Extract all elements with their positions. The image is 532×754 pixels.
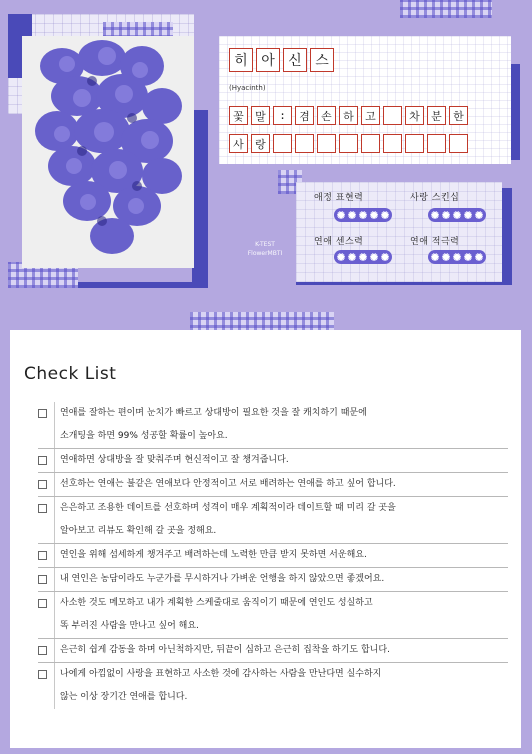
checklist-item-text: 연애하면 상대방을 잘 맞춰주며 현신적이고 잘 챙겨줍니다. bbox=[60, 455, 289, 465]
love-cell bbox=[427, 134, 446, 153]
brand-stamp bbox=[242, 240, 288, 258]
love-cells bbox=[229, 134, 468, 153]
hyacinth-photo bbox=[22, 36, 194, 268]
name-char-cell: 스 bbox=[310, 48, 334, 72]
stat-dot bbox=[442, 211, 450, 219]
checklist-item bbox=[38, 568, 508, 592]
stamp-line-2: FlowerMBTI bbox=[247, 250, 283, 257]
meaning-cell: 분 bbox=[427, 106, 446, 125]
love-cell bbox=[449, 134, 468, 153]
meaning-cell bbox=[383, 106, 402, 125]
stat-dot bbox=[475, 211, 483, 219]
checkbox[interactable] bbox=[38, 599, 47, 608]
stat-bar-skinship bbox=[428, 208, 486, 222]
name-char-cell: 히 bbox=[229, 48, 253, 72]
stat-dot bbox=[381, 253, 389, 261]
navy-block-stats-right bbox=[502, 188, 512, 280]
checklist-item-text: 선호하는 연애는 불같은 연애보다 안정적이고 서로 배려하는 연애를 하고 싶어 합니다. bbox=[60, 479, 396, 489]
stat-label-activeness: 연애 적극력 bbox=[410, 234, 459, 247]
navy-bar-photo-bottom bbox=[60, 282, 208, 288]
stat-dot bbox=[475, 253, 483, 261]
meaning-cell: 고 bbox=[361, 106, 380, 125]
stat-label-skinship: 사랑 스킨십 bbox=[410, 190, 459, 203]
stat-dot bbox=[370, 211, 378, 219]
checklist-item-text: 내 연인은 농담이라도 누군가를 무시하거나 가벼운 언행을 하지 않았으면 좋겠어요. bbox=[60, 574, 385, 584]
love-cell bbox=[317, 134, 336, 153]
meaning-cell: 차 bbox=[405, 106, 424, 125]
stat-label-affection: 애정 표현력 bbox=[314, 190, 363, 203]
name-char-cell: 아 bbox=[256, 48, 280, 72]
checklist-item-text: 은은하고 조용한 데이트를 선호하며 성격이 매우 계획적이라 데이트할 때 미리 갈 곳을 알아보고 리뷰도 확인해 갈 곳을 정해요. bbox=[60, 503, 396, 536]
stat-dot bbox=[442, 253, 450, 261]
english-name: (Hyacinth) bbox=[229, 84, 266, 92]
checklist-item-text: 은근히 쉽게 감동을 하며 아닌척하지만, 뒤끝이 심하고 은근히 집착을 하기도 합니다. bbox=[60, 645, 390, 655]
checklist-item bbox=[38, 544, 508, 568]
stat-bar-sense bbox=[334, 250, 392, 264]
hyacinth-flower-image bbox=[22, 36, 194, 268]
stamp-line-1: K-TEST bbox=[255, 241, 275, 248]
stat-dot bbox=[431, 253, 439, 261]
stat-dot bbox=[381, 211, 389, 219]
love-cell bbox=[405, 134, 424, 153]
stat-dot bbox=[464, 253, 472, 261]
love-cell bbox=[361, 134, 380, 153]
meaning-cell: 하 bbox=[339, 106, 358, 125]
gingham-patch-topright bbox=[400, 0, 492, 18]
checkbox[interactable] bbox=[38, 409, 47, 418]
love-cell bbox=[383, 134, 402, 153]
checklist-item bbox=[38, 592, 508, 639]
navy-block-photo-right bbox=[192, 110, 208, 288]
checkbox[interactable] bbox=[38, 504, 47, 513]
stat-dot bbox=[359, 211, 367, 219]
checkbox[interactable] bbox=[38, 575, 47, 584]
stat-dot bbox=[370, 253, 378, 261]
checklist-item bbox=[38, 449, 508, 473]
checkbox[interactable] bbox=[38, 670, 47, 679]
checklist-item-text: 나에게 아낌없이 사랑을 표현하고 사소한 것에 감사하는 사람을 만난다면 실수하지 않는 이상 장기간 연애를 합니다. bbox=[60, 669, 382, 702]
meaning-cell: : bbox=[273, 106, 292, 125]
stat-dot bbox=[348, 253, 356, 261]
stat-dot bbox=[464, 211, 472, 219]
checklist-item bbox=[38, 473, 508, 497]
name-cells bbox=[229, 48, 334, 72]
stat-dot bbox=[431, 211, 439, 219]
checklist-item-text: 연애를 잘하는 편이며 눈치가 빠르고 상대방이 필요한 것을 잘 캐치하기 때문에 소개팅을 하면 99% 성공할 확률이 높아요. bbox=[60, 408, 367, 441]
stat-dot bbox=[453, 211, 461, 219]
love-cell: 랑 bbox=[251, 134, 270, 153]
meaning-cell: 말 bbox=[251, 106, 270, 125]
love-cell: 사 bbox=[229, 134, 248, 153]
love-cell bbox=[339, 134, 358, 153]
love-cell bbox=[273, 134, 292, 153]
checklist-item-text: 사소한 것도 메모하고 내가 계획한 스케줄대로 움직이기 때문에 연인도 성실하고 똑 부러진 사람을 만나고 싶어 해요. bbox=[60, 598, 373, 631]
checklist-item bbox=[38, 497, 508, 544]
checkbox[interactable] bbox=[38, 480, 47, 489]
stat-dot bbox=[337, 211, 345, 219]
checklist bbox=[38, 402, 508, 709]
checkbox[interactable] bbox=[38, 456, 47, 465]
checkbox[interactable] bbox=[38, 551, 47, 560]
checklist-title: Check List bbox=[24, 364, 117, 384]
love-cell bbox=[295, 134, 314, 153]
checkbox[interactable] bbox=[38, 646, 47, 655]
checklist-item bbox=[38, 663, 508, 709]
meaning-cell: 한 bbox=[449, 106, 468, 125]
stat-dot bbox=[348, 211, 356, 219]
stat-bar-activeness bbox=[428, 250, 486, 264]
stat-dot bbox=[359, 253, 367, 261]
stat-bar-affection bbox=[334, 208, 392, 222]
meaning-cells bbox=[229, 106, 468, 125]
name-char-cell: 신 bbox=[283, 48, 307, 72]
stat-label-sense: 연애 센스력 bbox=[314, 234, 363, 247]
meaning-cell: 손 bbox=[317, 106, 336, 125]
checklist-item-text: 연인을 위해 섬세하게 챙겨주고 배려하는데 노력한 만큼 받지 못하면 서운해요. bbox=[60, 550, 367, 560]
checklist-item bbox=[38, 402, 508, 449]
stat-dot bbox=[453, 253, 461, 261]
checklist-item bbox=[38, 639, 508, 663]
stat-dot bbox=[337, 253, 345, 261]
meaning-cell: 꽃 bbox=[229, 106, 248, 125]
meaning-cell: 겸 bbox=[295, 106, 314, 125]
